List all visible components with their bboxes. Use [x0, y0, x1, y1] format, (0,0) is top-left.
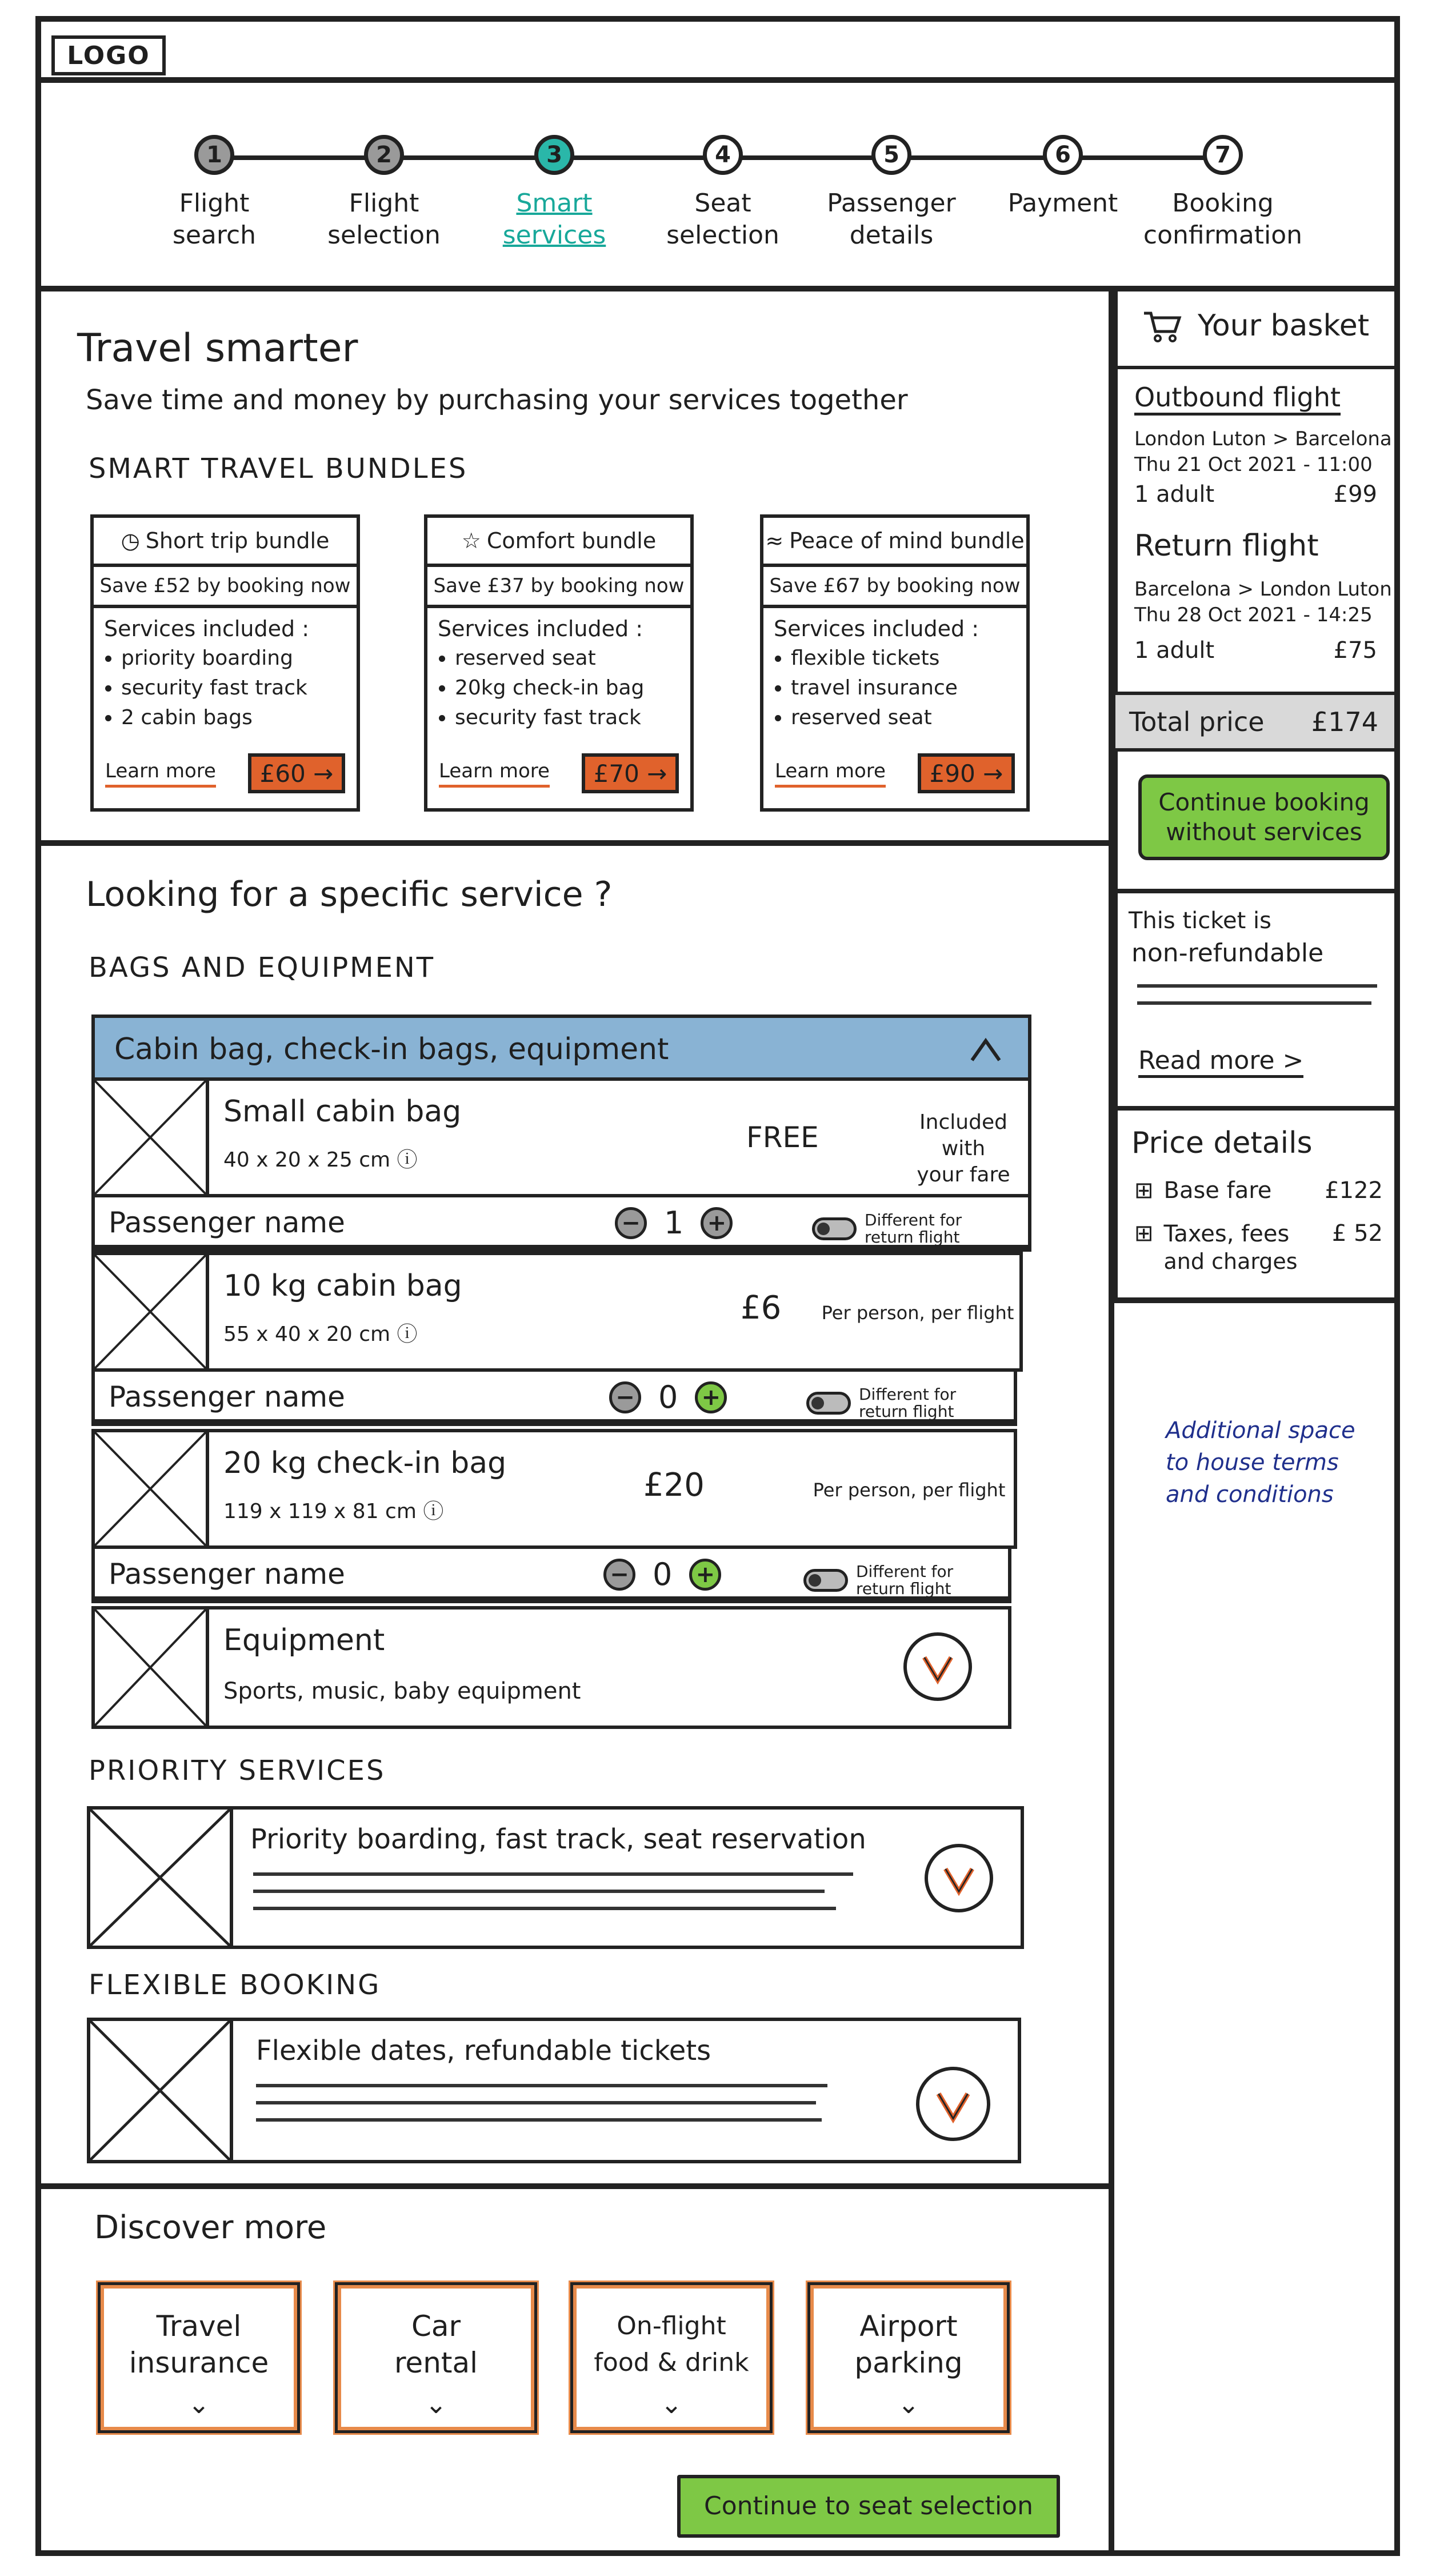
accordion-label: Cabin bag, check-in bags, equipment: [114, 1032, 669, 1067]
image-placeholder: [90, 1810, 233, 1946]
page-title: Travel smarter: [77, 326, 358, 371]
step-label: search: [172, 221, 257, 250]
return-flight-toggle[interactable]: [803, 1563, 953, 1597]
bag-name: Small cabin bag: [223, 1095, 462, 1129]
bundle-price-button[interactable]: £70 →: [582, 753, 679, 793]
toggle-label: Different for: [865, 1211, 962, 1229]
logo-bar-divider: [35, 77, 1400, 83]
priority-title: Priority boarding, fast track, seat reservation: [250, 1823, 866, 1855]
terms-note-line: and conditions: [1166, 1481, 1334, 1508]
chevron-down-icon[interactable]: [916, 2067, 990, 2141]
outbound-date: Thu 21 Oct 2021 - 11:00: [1134, 453, 1373, 476]
return-price: £75: [1333, 637, 1377, 664]
toggle-label: return flight: [865, 1228, 960, 1247]
toggle-label: return flight: [859, 1402, 954, 1421]
bundle-card-comfort: [424, 514, 694, 812]
discover-label: insurance: [129, 2346, 269, 2379]
bundle-item: • reserved seat: [455, 644, 690, 673]
page-subtitle: Save time and money by purchasing your services together: [86, 384, 908, 416]
step-number: 5: [871, 135, 911, 175]
step-label: Seat: [694, 189, 751, 218]
flexible-heading: FLEXIBLE BOOKING: [89, 1969, 381, 2001]
bag-note: Per person, per flight: [813, 1479, 1006, 1501]
star-icon: ☆: [461, 528, 481, 553]
taxes-label: Taxes, fees: [1163, 1221, 1290, 1247]
quantity-stepper: [603, 1556, 721, 1592]
cart-icon: [1143, 309, 1183, 343]
quantity-value: 1: [664, 1205, 684, 1241]
bundle-items: [763, 644, 1026, 733]
equipment-row[interactable]: [91, 1606, 1011, 1729]
plus-button[interactable]: +: [701, 1207, 733, 1239]
step-seat-selection[interactable]: [637, 135, 809, 251]
specific-service-title: Looking for a specific service ?: [86, 874, 613, 914]
minus-button[interactable]: −: [609, 1381, 641, 1413]
continue-without-services-button[interactable]: Continue booking without services: [1138, 774, 1390, 860]
priority-services-row[interactable]: [87, 1806, 1024, 1949]
plus-square-icon[interactable]: ⊞: [1134, 1177, 1154, 1204]
step-label: selection: [666, 221, 779, 250]
total-price-bar: [1115, 692, 1394, 752]
bundle-saving: Save £37 by booking now: [427, 567, 690, 608]
taxes-label: and charges: [1163, 1249, 1298, 1274]
image-placeholder: [95, 1610, 209, 1726]
bundle-includes-label: Services included :: [104, 616, 309, 641]
passenger-name: Passenger name: [109, 1206, 345, 1239]
bundles-heading: SMART TRAVEL BUNDLES: [89, 453, 468, 485]
bundle-saving: Save £67 by booking now: [763, 567, 1026, 608]
terms-placeholder-note: [1166, 1415, 1371, 1511]
bundle-item: • security fast track: [455, 703, 690, 733]
learn-more-link[interactable]: Learn more: [105, 760, 216, 788]
step-label: Passenger: [827, 189, 956, 218]
chevron-down-icon: ⌄: [897, 2389, 920, 2419]
plus-button[interactable]: +: [695, 1381, 727, 1413]
bundle-item: • priority boarding: [121, 644, 357, 673]
step-number: 6: [1043, 135, 1083, 175]
placeholder-text-line: [256, 2084, 827, 2087]
taxes-row: [1134, 1220, 1383, 1275]
return-flight-toggle[interactable]: [806, 1386, 956, 1420]
chevron-down-icon[interactable]: [925, 1844, 993, 1912]
bundles-divider: [35, 840, 1113, 846]
toggle-label: Different for: [856, 1562, 954, 1581]
bag-price: £6: [741, 1289, 782, 1327]
plus-button[interactable]: +: [689, 1559, 721, 1591]
quantity-value: 0: [658, 1379, 678, 1415]
logo[interactable]: LOGO: [51, 35, 166, 75]
step-number: 2: [364, 135, 404, 175]
step-booking-confirmation[interactable]: [1137, 135, 1309, 251]
terms-note-line: to house terms: [1166, 1449, 1339, 1476]
chevron-down-icon[interactable]: [903, 1632, 972, 1701]
return-heading: Return flight: [1134, 529, 1319, 563]
taxes-value: £ 52: [1331, 1220, 1383, 1247]
bundle-includes-label: Services included :: [438, 616, 643, 641]
discover-label: rental: [394, 2346, 478, 2379]
return-pax: 1 adult: [1134, 637, 1215, 664]
bag-note: Included with: [919, 1111, 1007, 1160]
discover-travel-insurance[interactable]: [96, 2281, 302, 2435]
priority-heading: PRIORITY SERVICES: [89, 1755, 386, 1787]
toggle-switch[interactable]: [803, 1569, 848, 1592]
bundle-price-button[interactable]: £60 →: [248, 753, 345, 793]
placeholder-text-line: [256, 2101, 816, 2104]
stepper-divider: [35, 286, 1400, 291]
chevron-down-icon: ⌄: [425, 2389, 447, 2419]
passenger-row: [91, 1369, 1017, 1426]
step-label: Flight: [179, 189, 250, 218]
terms-note-line: Additional space: [1166, 1417, 1355, 1444]
bundle-item: • reserved seat: [791, 703, 1026, 733]
flexible-title: Flexible dates, refundable tickets: [256, 2035, 711, 2067]
step-flight-selection[interactable]: [298, 135, 470, 251]
chevron-up-icon[interactable]: [969, 1033, 1003, 1067]
step-label: services: [502, 221, 606, 250]
bag-note: Per person, per flight: [821, 1302, 1014, 1324]
base-fare-value: £122: [1325, 1177, 1383, 1204]
sidebar-divider-2: [1114, 889, 1400, 893]
discover-label: food & drink: [594, 2348, 749, 2377]
image-placeholder: [95, 1432, 209, 1545]
discover-title: Discover more: [94, 2209, 327, 2246]
step-number: 4: [703, 135, 743, 175]
bundle-items: [94, 644, 357, 733]
flexible-booking-row[interactable]: [87, 2018, 1021, 2163]
plus-square-icon[interactable]: ⊞: [1134, 1220, 1154, 1247]
outbound-heading: Outbound flight: [1134, 382, 1341, 416]
discover-label: On-flight: [617, 2311, 726, 2341]
bundle-item: • flexible tickets: [791, 644, 1026, 673]
discover-label: parking: [854, 2346, 963, 2379]
discover-airport-parking[interactable]: [806, 2281, 1011, 2435]
sidebar-inner-divider: [1113, 286, 1118, 1303]
basket-divider: [1114, 366, 1400, 369]
step-label: Booking: [1172, 189, 1274, 218]
placeholder-text-line: [1137, 1001, 1371, 1005]
step-payment[interactable]: [977, 135, 1149, 219]
placeholder-text-line: [253, 1907, 836, 1910]
minus-button[interactable]: −: [603, 1559, 635, 1591]
bag-dimensions: 119 x 119 x 81 cm ⓘ: [223, 1500, 444, 1523]
equipment-name: Equipment: [223, 1623, 385, 1658]
bundle-card-short-trip: [90, 514, 360, 812]
bundle-includes-label: Services included :: [774, 616, 979, 641]
quantity-value: 0: [653, 1556, 673, 1592]
step-number: 1: [194, 135, 234, 175]
bundle-item: • 2 cabin bags: [121, 703, 357, 733]
bag-row-small-cabin: [91, 1077, 1031, 1197]
step-label: selection: [327, 221, 441, 250]
step-smart-services[interactable]: [469, 135, 640, 251]
return-route: Barcelona > London Luton: [1134, 578, 1392, 601]
refund-note-line-1: This ticket is: [1129, 908, 1271, 934]
bags-heading: BAGS AND EQUIPMENT: [89, 952, 435, 984]
step-label: confirmation: [1143, 221, 1303, 250]
bundle-price-button[interactable]: £90 →: [918, 753, 1015, 793]
bundle-items: [427, 644, 690, 733]
discover-car-rental[interactable]: [333, 2281, 539, 2435]
placeholder-text-line: [253, 1890, 825, 1893]
discover-label: Airport: [859, 2310, 958, 2343]
step-label: Smart: [516, 189, 593, 218]
bundle-saving: Save £52 by booking now: [94, 567, 357, 608]
return-price-row: [1134, 637, 1377, 664]
base-fare-label: Base fare: [1163, 1177, 1272, 1204]
step-label: details: [849, 221, 934, 250]
sidebar-divider-4: [1114, 1297, 1400, 1303]
return-date: Thu 28 Oct 2021 - 14:25: [1134, 604, 1373, 626]
passenger-row: [91, 1546, 1011, 1603]
passenger-name: Passenger name: [109, 1557, 345, 1591]
step-number: 7: [1203, 135, 1243, 175]
chevron-down-icon: ⌄: [660, 2389, 683, 2419]
bundle-name: Peace of mind bundle: [789, 528, 1025, 553]
bundle-item: • security fast track: [121, 673, 357, 703]
step-number: 3: [534, 135, 574, 175]
basket-title: Your basket: [1198, 309, 1370, 343]
toggle-switch[interactable]: [806, 1392, 851, 1415]
clock-icon: ◷: [121, 528, 140, 553]
outbound-price: £99: [1333, 481, 1377, 508]
discover-divider: [35, 2183, 1113, 2189]
bundle-item: • 20kg check-in bag: [455, 673, 690, 703]
image-placeholder: [95, 1255, 209, 1368]
bag-price: £20: [643, 1467, 705, 1504]
sidebar-divider-3: [1114, 1106, 1400, 1111]
read-more-link[interactable]: Read more >: [1138, 1046, 1303, 1078]
toggle-switch[interactable]: [812, 1217, 857, 1240]
discover-label: Car: [411, 2310, 461, 2343]
step-flight-search[interactable]: [129, 135, 300, 251]
base-fare-row: [1134, 1177, 1383, 1204]
image-placeholder: [90, 2021, 233, 2160]
continue-to-seat-selection-button[interactable]: Continue to seat selection: [677, 2475, 1060, 2538]
minus-button[interactable]: −: [615, 1207, 647, 1239]
bag-row-10kg-cabin: [91, 1252, 1023, 1372]
discover-label: Travel: [156, 2310, 242, 2343]
bag-row-20kg-checkin: [91, 1429, 1017, 1549]
bag-name: 10 kg cabin bag: [223, 1269, 462, 1303]
outbound-price-row: [1134, 481, 1377, 508]
learn-more-link[interactable]: Learn more: [775, 760, 886, 788]
passenger-row: [91, 1195, 1031, 1252]
quantity-stepper: [615, 1205, 733, 1241]
toggle-label: return flight: [856, 1579, 951, 1598]
step-label: Flight: [349, 189, 419, 218]
outbound-route: London Luton > Barcelona: [1134, 428, 1392, 450]
toggle-label: Different for: [859, 1385, 957, 1404]
return-flight-toggle[interactable]: [812, 1212, 962, 1246]
step-label: Payment: [1007, 189, 1118, 218]
refund-note-line-2: non-refundable: [1131, 938, 1324, 968]
placeholder-text-line: [256, 2118, 822, 2122]
wave-icon: ≈: [765, 528, 784, 553]
basket-title-row: [1143, 309, 1369, 343]
bundle-name: Comfort bundle: [486, 528, 657, 553]
passenger-name: Passenger name: [109, 1380, 345, 1413]
bag-dimensions: 40 x 20 x 25 cm ⓘ: [223, 1148, 418, 1172]
step-passenger-details[interactable]: [806, 135, 977, 251]
bag-price: FREE: [746, 1121, 819, 1154]
bag-name: 20 kg check-in bag: [223, 1446, 507, 1480]
discover-food-drink[interactable]: [569, 2281, 774, 2435]
bundle-item: • travel insurance: [791, 673, 1026, 703]
placeholder-text-line: [253, 1872, 853, 1876]
image-placeholder: [95, 1081, 209, 1194]
bag-dimensions: 55 x 40 x 20 cm ⓘ: [223, 1323, 418, 1346]
equipment-description: Sports, music, baby equipment: [223, 1678, 581, 1704]
price-details-heading: Price details: [1131, 1126, 1313, 1160]
bundle-name: Short trip bundle: [145, 528, 330, 553]
learn-more-link[interactable]: Learn more: [439, 760, 550, 788]
total-label: Total price: [1129, 706, 1265, 737]
bags-accordion-header[interactable]: [91, 1015, 1031, 1084]
placeholder-text-line: [1137, 984, 1377, 988]
bag-note: your fare: [917, 1163, 1010, 1187]
chevron-down-icon: ⌄: [187, 2389, 210, 2419]
outbound-pax: 1 adult: [1134, 481, 1215, 508]
bundle-card-peace-of-mind: [760, 514, 1030, 812]
quantity-stepper: [609, 1379, 727, 1415]
total-price: £174: [1311, 706, 1378, 737]
